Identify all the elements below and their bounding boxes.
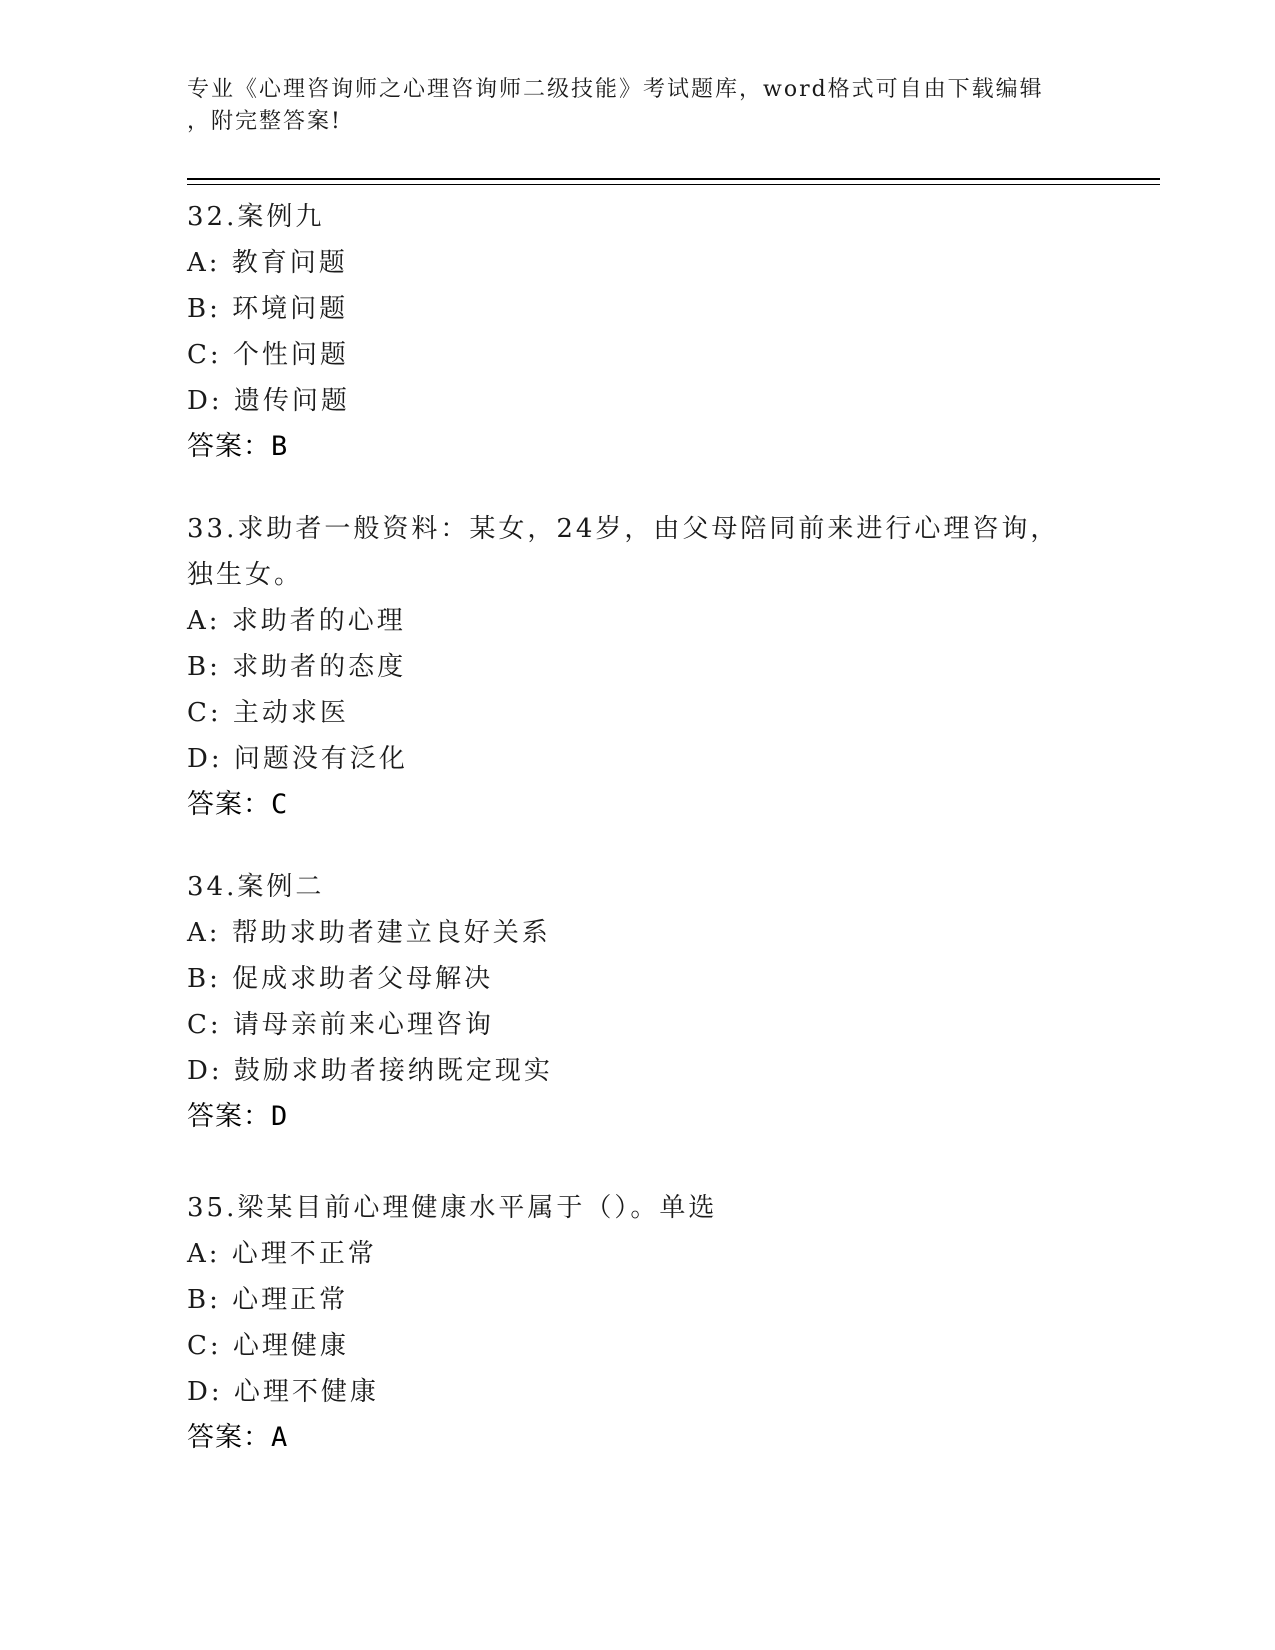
option-b: B: 心理正常 bbox=[187, 1285, 349, 1315]
option-d: D: 问题没有泛化 bbox=[187, 744, 408, 774]
question-stem: 32.案例九 bbox=[187, 202, 325, 232]
answer-line bbox=[187, 424, 1087, 470]
document-header bbox=[187, 74, 1067, 138]
option-a: A: 心理不正常 bbox=[187, 1239, 377, 1269]
option-b: B: 促成求助者父母解决 bbox=[187, 964, 494, 994]
answer-line bbox=[187, 1415, 1087, 1461]
question-block bbox=[187, 506, 1087, 828]
option-d: D: 心理不健康 bbox=[187, 1377, 379, 1407]
option-b: B: 求助者的态度 bbox=[187, 652, 407, 682]
answer-value: C bbox=[271, 789, 289, 820]
question-stem: 35.梁某目前心理健康水平属于（）。单选 bbox=[187, 1193, 718, 1223]
question-block bbox=[187, 1185, 1087, 1461]
answer-line bbox=[187, 782, 1087, 828]
option-a: A: 帮助求助者建立良好关系 bbox=[187, 918, 551, 948]
header-divider-thick bbox=[187, 178, 1160, 180]
option-d: D: 遗传问题 bbox=[187, 386, 350, 416]
question-stem: 33.求助者一般资料：某女，24岁，由父母陪同前来进行心理咨询，独生女。 bbox=[187, 514, 1060, 590]
answer-label: 答案： bbox=[187, 1101, 271, 1132]
option-d: D: 鼓励求助者接纳既定现实 bbox=[187, 1056, 553, 1086]
question-stem: 34.案例二 bbox=[187, 872, 325, 902]
answer-value: D bbox=[271, 1101, 289, 1132]
header-title-line-1: 专业《心理咨询师之心理咨询师二级技能》考试题库，word格式可自由下载编辑 bbox=[187, 77, 1044, 102]
answer-line bbox=[187, 1094, 1087, 1140]
option-b: B: 环境问题 bbox=[187, 294, 349, 324]
option-a: A: 教育问题 bbox=[187, 248, 348, 278]
option-c: C: 个性问题 bbox=[187, 340, 349, 370]
answer-label: 答案： bbox=[187, 789, 271, 820]
question-block bbox=[187, 864, 1087, 1140]
option-c: C: 心理健康 bbox=[187, 1331, 349, 1361]
option-c: C: 主动求医 bbox=[187, 698, 349, 728]
question-block bbox=[187, 194, 1087, 470]
header-divider-thin bbox=[187, 184, 1160, 185]
option-c: C: 请母亲前来心理咨询 bbox=[187, 1010, 494, 1040]
answer-label: 答案： bbox=[187, 431, 271, 462]
header-title-line-2: ，附完整答案! bbox=[187, 109, 342, 134]
answer-label: 答案： bbox=[187, 1422, 271, 1453]
option-a: A: 求助者的心理 bbox=[187, 606, 406, 636]
answer-value: B bbox=[271, 431, 289, 462]
answer-value: A bbox=[271, 1422, 289, 1453]
